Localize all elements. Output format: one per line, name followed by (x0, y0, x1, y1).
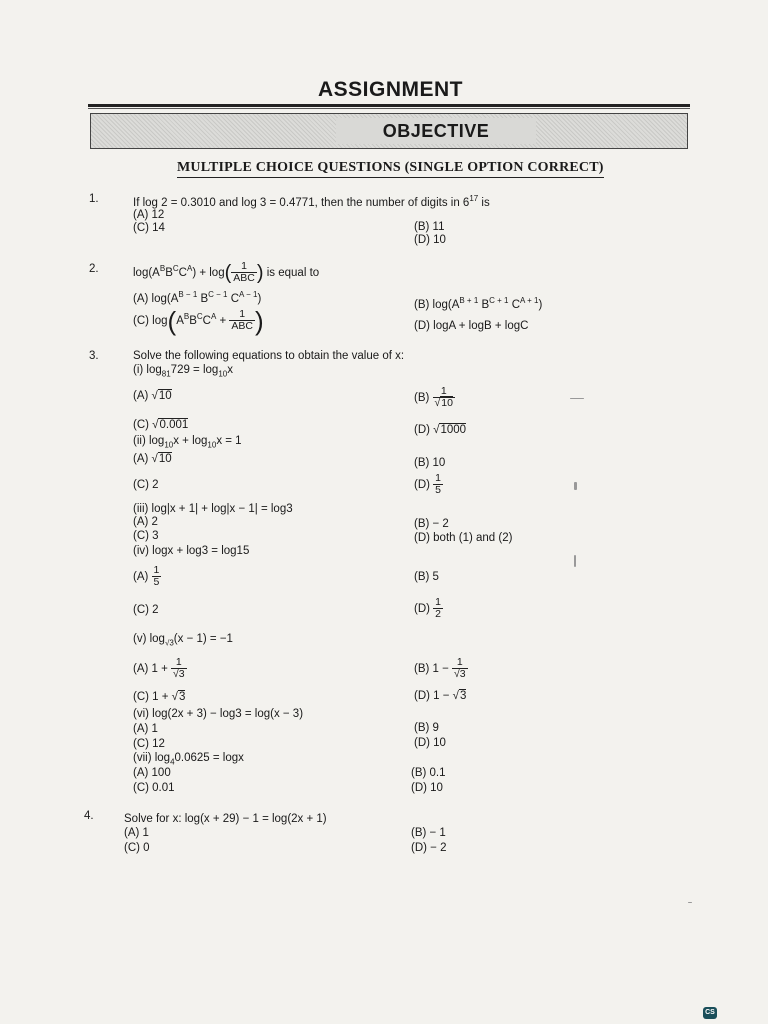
opt-text: (B) 1 − (414, 663, 453, 675)
q1-option-c: (C) 14 (133, 222, 165, 234)
part-text: x = 1 (216, 435, 242, 447)
numerator: 1 (153, 564, 160, 577)
opt-text: C (202, 314, 211, 327)
opt-text: A (176, 314, 184, 327)
part-sub: √3 (164, 638, 174, 648)
numerator: 1 (456, 656, 463, 669)
q2-stem-end: is equal to (263, 266, 320, 279)
part-text: (x − 1) = −1 (173, 633, 233, 645)
q2-fraction (231, 261, 257, 284)
paren: ( (167, 305, 177, 336)
opt-text: (D) (414, 479, 434, 491)
objective-band (90, 113, 688, 149)
denominator: √10 (434, 397, 453, 410)
q3-1-option-c: (C) √0.001 (133, 419, 189, 431)
fraction (452, 657, 468, 680)
q3-part-3: (iii) log|x + 1| + log|x − 1| = log3 (133, 503, 293, 515)
q3-2-option-a: (A) √10 (133, 453, 172, 465)
part-text: (ii) log (133, 435, 165, 447)
opt-text: B (197, 292, 209, 305)
q2-base: B (165, 266, 173, 279)
q3-4-option-d (414, 596, 443, 622)
fraction (433, 597, 443, 620)
q3-5-option-c: (C) 1 + √3 (133, 691, 186, 703)
opt-sup: B + 1 (459, 296, 479, 305)
scan-mark (574, 555, 576, 567)
numerator: 1 (239, 308, 246, 321)
q3-3-option-d: (D) both (1) and (2) (414, 532, 513, 544)
q3-3-option-a: (A) 2 (133, 516, 158, 528)
denominator: √3 (454, 668, 466, 681)
part-sub: 10 (207, 440, 217, 450)
opt-sup: B (183, 312, 190, 321)
q2-sup: B (159, 264, 166, 273)
q3-7-option-d: (D) 10 (411, 782, 443, 794)
part-text: x (227, 364, 233, 376)
opt-text: C (227, 292, 239, 305)
opt-text: (C) 1 + (133, 691, 172, 703)
q3-3-option-b: (B) − 2 (414, 518, 449, 530)
opt-sup: A − 1 (239, 290, 258, 299)
q2c-fraction (229, 309, 255, 332)
radicand: 3 (178, 691, 186, 703)
part-sub: 4 (170, 757, 175, 767)
q3-stem: Solve the following equations to obtain the value of x: (133, 350, 405, 362)
q3-6-option-c: (C) 12 (133, 738, 165, 750)
q3-part-2 (133, 435, 242, 451)
q3-4-option-b: (B) 5 (414, 571, 439, 583)
q3-part-4: (iv) logx + log3 = log15 (133, 545, 250, 557)
part-text: 729 = log (170, 364, 219, 376)
q3-5-option-b (414, 656, 468, 682)
q1-stem-end: is (478, 196, 490, 209)
part-sub: 10 (164, 440, 174, 450)
denominator: 5 (153, 576, 160, 589)
q3-2-option-c: (C) 2 (133, 479, 159, 491)
opt-text: (C) (133, 419, 153, 431)
q3-4-option-c: (C) 2 (133, 604, 159, 616)
q3-7-option-c: (C) 0.01 (133, 782, 175, 794)
q1-number: 1. (89, 193, 99, 205)
page-title: ASSIGNMENT (318, 78, 464, 101)
q3-part-7 (133, 752, 244, 768)
q3-6-option-d: (D) 10 (414, 737, 446, 749)
scan-mark (570, 398, 584, 399)
denominator: √3 (173, 668, 185, 681)
radicand: 10 (158, 390, 172, 402)
q4-option-c: (C) 0 (124, 842, 150, 854)
paren: ) (256, 261, 264, 284)
q2-stem-log: log(A (133, 266, 160, 279)
q3-part-5 (133, 633, 233, 649)
opt-sup: A (210, 312, 217, 321)
q3-6-option-a: (A) 1 (133, 723, 158, 735)
opt-text: (D) 1 − (414, 690, 453, 702)
opt-text: C (508, 298, 520, 311)
q1-stem-text: If log 2 = 0.3010 and log 3 = 0.4771, then the number of digits in 6 (133, 196, 470, 209)
opt-text: (B) log(A (414, 298, 460, 311)
q2-option-c (133, 302, 264, 336)
q1-option-d: (D) 10 (414, 234, 446, 246)
q4-option-b: (B) − 1 (411, 827, 446, 839)
title-rule-thin (88, 108, 690, 109)
radicand: 10 (441, 397, 453, 410)
part-sub: 81 (161, 369, 171, 379)
q3-7-option-b: (B) 0.1 (411, 767, 446, 779)
band-label: OBJECTIVE (336, 118, 536, 144)
opt-text: (B) (414, 392, 433, 404)
q3-1-option-a: (A) √10 (133, 390, 172, 402)
opt-text: B (478, 298, 490, 311)
paren: ( (224, 261, 232, 284)
numerator: 1 (435, 596, 442, 609)
q4-option-d: (D) − 2 (411, 842, 447, 854)
q2-sup: C (172, 264, 179, 273)
denominator: 5 (435, 484, 442, 497)
q3-5-option-a (133, 656, 187, 682)
q2-sup: A (186, 264, 193, 273)
opt-text: (D) (414, 603, 434, 615)
q3-3-option-c: (C) 3 (133, 530, 159, 542)
opt-text: (A) (133, 390, 152, 402)
part-text: (v) log (133, 633, 165, 645)
opt-text: ) (257, 292, 262, 305)
numerator: 1 (440, 385, 447, 398)
q4-option-a: (A) 1 (124, 827, 149, 839)
q4-stem: Solve for x: log(x + 29) − 1 = log(2x + 1) (124, 813, 327, 825)
q3-part-6: (vi) log(2x + 3) − log3 = log(x − 3) (133, 708, 304, 720)
part-sub: 10 (218, 369, 228, 379)
opt-text: (A) (133, 453, 152, 465)
radicand: 10 (158, 453, 172, 465)
denominator: ABC (233, 272, 255, 285)
part-text: (vii) log (133, 752, 171, 764)
scan-mark (574, 482, 577, 490)
paren: ) (255, 305, 264, 336)
q2-stem-mid: ) + log (192, 266, 225, 279)
q3-2-option-b: (B) 10 (414, 457, 446, 469)
q3-6-option-b: (B) 9 (414, 722, 439, 734)
section-subtitle: MULTIPLE CHOICE QUESTIONS (SINGLE OPTION CORRECT) (177, 160, 604, 178)
radicand: 1000 (440, 424, 467, 436)
opt-text: (A) 1 + (133, 663, 172, 675)
fraction (433, 473, 443, 496)
scanner-badge: CS (703, 1007, 717, 1019)
opt-text: + (216, 314, 230, 327)
q4-number: 4. (84, 810, 94, 822)
q3-5-option-d: (D) 1 − √3 (414, 690, 467, 702)
opt-text: (C) log (133, 314, 168, 327)
opt-sup: C − 1 (208, 290, 228, 299)
q1-exponent: 17 (469, 194, 479, 203)
q2-stem (133, 256, 319, 286)
scan-mark (688, 902, 692, 903)
fraction (171, 657, 187, 680)
numerator: 1 (175, 656, 182, 669)
q2-option-d: (D) logA + logB + logC (414, 320, 529, 332)
title-rule (88, 104, 690, 107)
q3-2-option-d (414, 472, 443, 498)
opt-sup: A + 1 (520, 296, 539, 305)
opt-text: B (189, 314, 197, 327)
radicand: 3 (459, 690, 467, 702)
q2-option-b (414, 294, 542, 312)
opt-sup: C (196, 312, 203, 321)
numerator: 1 (241, 260, 247, 273)
denominator: 2 (435, 608, 442, 621)
radicand: 0.001 (159, 419, 189, 431)
opt-sup: B − 1 (178, 290, 198, 299)
fraction (433, 386, 455, 409)
opt-text: ) (538, 298, 543, 311)
q3-1-option-d: (D) √1000 (414, 424, 467, 436)
opt-text: (A) (133, 571, 152, 583)
opt-sup: C + 1 (489, 296, 509, 305)
denominator: ABC (231, 320, 254, 333)
q1-stem (133, 192, 490, 210)
part-text: (i) log (133, 364, 162, 376)
q3-number: 3. (89, 350, 99, 362)
q3-7-option-a: (A) 100 (133, 767, 171, 779)
opt-text: (D) (414, 424, 434, 436)
q2-number: 2. (89, 263, 99, 275)
q3-part-1 (133, 364, 233, 380)
part-text: x + log (173, 435, 208, 447)
q3-1-option-b (414, 386, 455, 410)
numerator: 1 (435, 472, 442, 485)
opt-text: (A) log(A (133, 292, 179, 305)
part-text: 0.0625 = logx (174, 752, 244, 764)
q2-base: C (178, 266, 187, 279)
fraction (152, 565, 162, 588)
q1-option-b: (B) 11 (414, 221, 445, 233)
q1-option-a: (A) 12 (133, 209, 165, 221)
q3-4-option-a (133, 564, 161, 590)
